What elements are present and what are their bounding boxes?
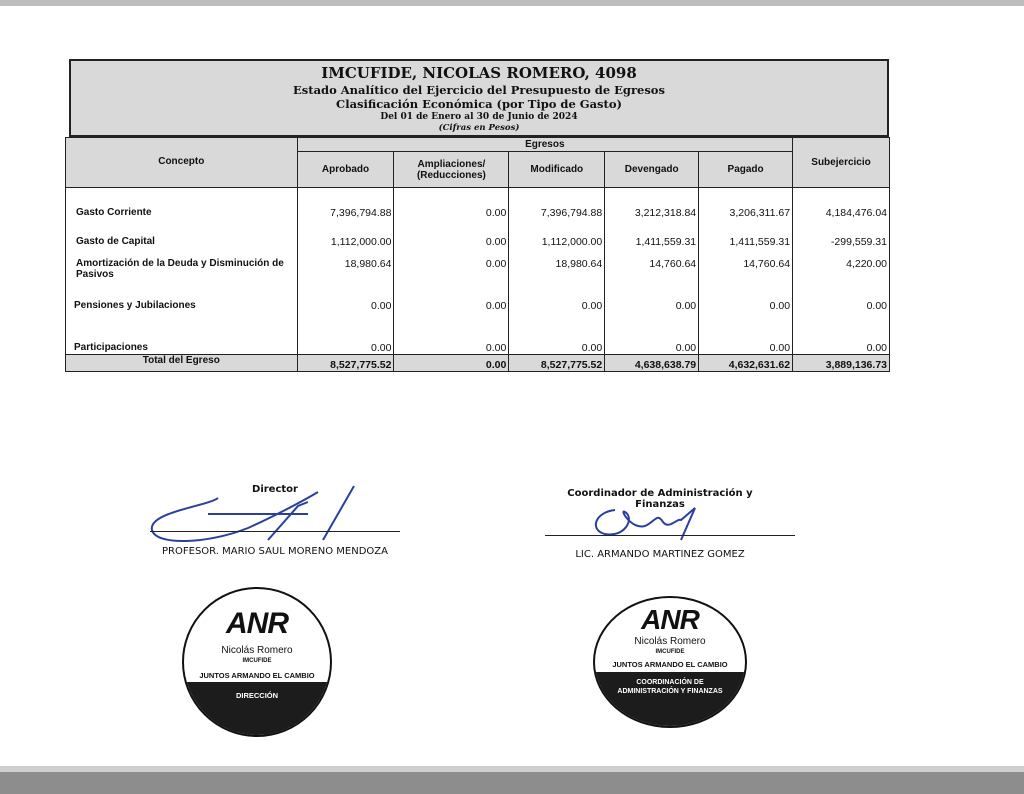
- cell-value: 4,220.00: [793, 254, 890, 296]
- cell-value: 1,411,559.31: [605, 232, 699, 254]
- seal-town: Nicolás Romero: [221, 645, 293, 656]
- seal-logo-text: ANR: [226, 607, 288, 640]
- budget-table: [65, 137, 890, 372]
- table-row: [66, 333, 890, 355]
- cell-value: 3,206,311.67: [699, 203, 793, 232]
- row-concept: Gasto de Capital: [66, 232, 298, 254]
- direccion-seal: [182, 587, 332, 737]
- cell-value: 0.00: [394, 254, 509, 296]
- coordinator-signature-line: [545, 535, 795, 536]
- cell-value: 0.00: [394, 333, 509, 355]
- director-signature-line: [150, 531, 400, 532]
- total-value: 4,632,631.62: [699, 355, 793, 372]
- cell-value: 7,396,794.88: [297, 203, 394, 232]
- cell-value: 1,112,000.00: [509, 232, 605, 254]
- cell-value: 0.00: [509, 296, 605, 333]
- cell-value: 14,760.64: [699, 254, 793, 296]
- seal-org: IMCUFIDE: [655, 649, 685, 655]
- column-header: Modificado: [509, 152, 605, 188]
- total-row: [66, 355, 890, 372]
- total-value: 4,638,638.79: [605, 355, 699, 372]
- subejercicio-header: Subejercicio: [793, 138, 890, 188]
- table-row: [66, 203, 890, 232]
- coordinator-name-block: [545, 549, 775, 560]
- report-header: [69, 59, 889, 137]
- report-title: Estado Analítico del Ejercicio del Presupuesto de Egresos: [293, 83, 665, 97]
- cell-value: 14,760.64: [605, 254, 699, 296]
- cell-value: 0.00: [297, 296, 394, 333]
- cell-value: 0.00: [394, 203, 509, 232]
- table-row: [66, 296, 890, 333]
- scan-bottom-edge: [0, 772, 1024, 794]
- row-concept: Amortización de la Deuda y Disminución de Pasivos: [66, 254, 298, 296]
- period-label: Del 01 de Enero al 30 de Junio de 2024: [380, 112, 578, 122]
- column-header: Devengado: [605, 152, 699, 188]
- total-value: 3,889,136.73: [793, 355, 890, 372]
- cell-value: 0.00: [793, 333, 890, 355]
- coordinator-signature-scribble: [585, 500, 725, 546]
- total-label: Total del Egreso: [66, 355, 298, 372]
- cell-value: 0.00: [605, 296, 699, 333]
- seal-org: IMCUFIDE: [242, 658, 272, 664]
- director-name-block: [150, 546, 400, 557]
- column-header: Aprobado: [297, 152, 394, 188]
- director-name: PROFESOR. MARIO SAUL MORENO MENDOZA: [162, 546, 388, 557]
- concept-header: Concepto: [66, 138, 298, 188]
- cell-value: 1,411,559.31: [699, 232, 793, 254]
- cell-value: 0.00: [509, 333, 605, 355]
- cell-value: 7,396,794.88: [509, 203, 605, 232]
- scan-top-edge: [0, 0, 1024, 6]
- cell-value: 4,184,476.04: [793, 203, 890, 232]
- cell-value: 0.00: [394, 232, 509, 254]
- seal-slogan: JUNTOS ARMANDO EL CAMBIO: [612, 660, 728, 669]
- cell-value: 18,980.64: [297, 254, 394, 296]
- units-label: (Cifras en Pesos): [438, 123, 520, 133]
- seal-town: Nicolás Romero: [634, 636, 706, 647]
- column-header: Pagado: [699, 152, 793, 188]
- table-row: [66, 232, 890, 254]
- cell-value: 0.00: [699, 333, 793, 355]
- cell-value: 0.00: [394, 296, 509, 333]
- cell-value: 0.00: [793, 296, 890, 333]
- row-concept: Pensiones y Jubilaciones: [66, 296, 298, 333]
- seal-logo-text: ANR: [641, 604, 699, 635]
- coordinacion-seal: [593, 596, 747, 728]
- director-title: Director: [252, 484, 298, 495]
- egresos-header: Egresos: [297, 138, 792, 152]
- cell-value: 1,112,000.00: [297, 232, 394, 254]
- total-value: 0.00: [394, 355, 509, 372]
- cell-value: 3,212,318.84: [605, 203, 699, 232]
- cell-value: 0.00: [605, 333, 699, 355]
- cell-value: 0.00: [297, 333, 394, 355]
- row-concept: Participaciones: [66, 333, 298, 355]
- coordinator-title: Coordinador de Administración y Finanzas: [567, 488, 753, 510]
- entity-title: IMCUFIDE, NICOLAS ROMERO, 4098: [321, 64, 637, 82]
- seal-area: DIRECCIÓN: [235, 691, 279, 700]
- total-value: 8,527,775.52: [509, 355, 605, 372]
- cell-value: -299,559.31: [793, 232, 890, 254]
- seal-slogan: JUNTOS ARMANDO EL CAMBIO: [199, 671, 315, 680]
- cell-value: 0.00: [699, 296, 793, 333]
- table-row: [66, 254, 890, 296]
- row-concept: Gasto Corriente: [66, 203, 298, 232]
- total-value: 8,527,775.52: [297, 355, 394, 372]
- column-header: Ampliaciones/ (Reducciones): [394, 152, 509, 188]
- cell-value: 18,980.64: [509, 254, 605, 296]
- classification-title: Clasificación Económica (por Tipo de Gasto): [336, 97, 622, 111]
- coordinator-name: LIC. ARMANDO MARTINEZ GOMEZ: [575, 549, 745, 560]
- seal-area: COORDINACIÓN DE ADMINISTRACIÓN Y FINANZAS: [617, 679, 723, 695]
